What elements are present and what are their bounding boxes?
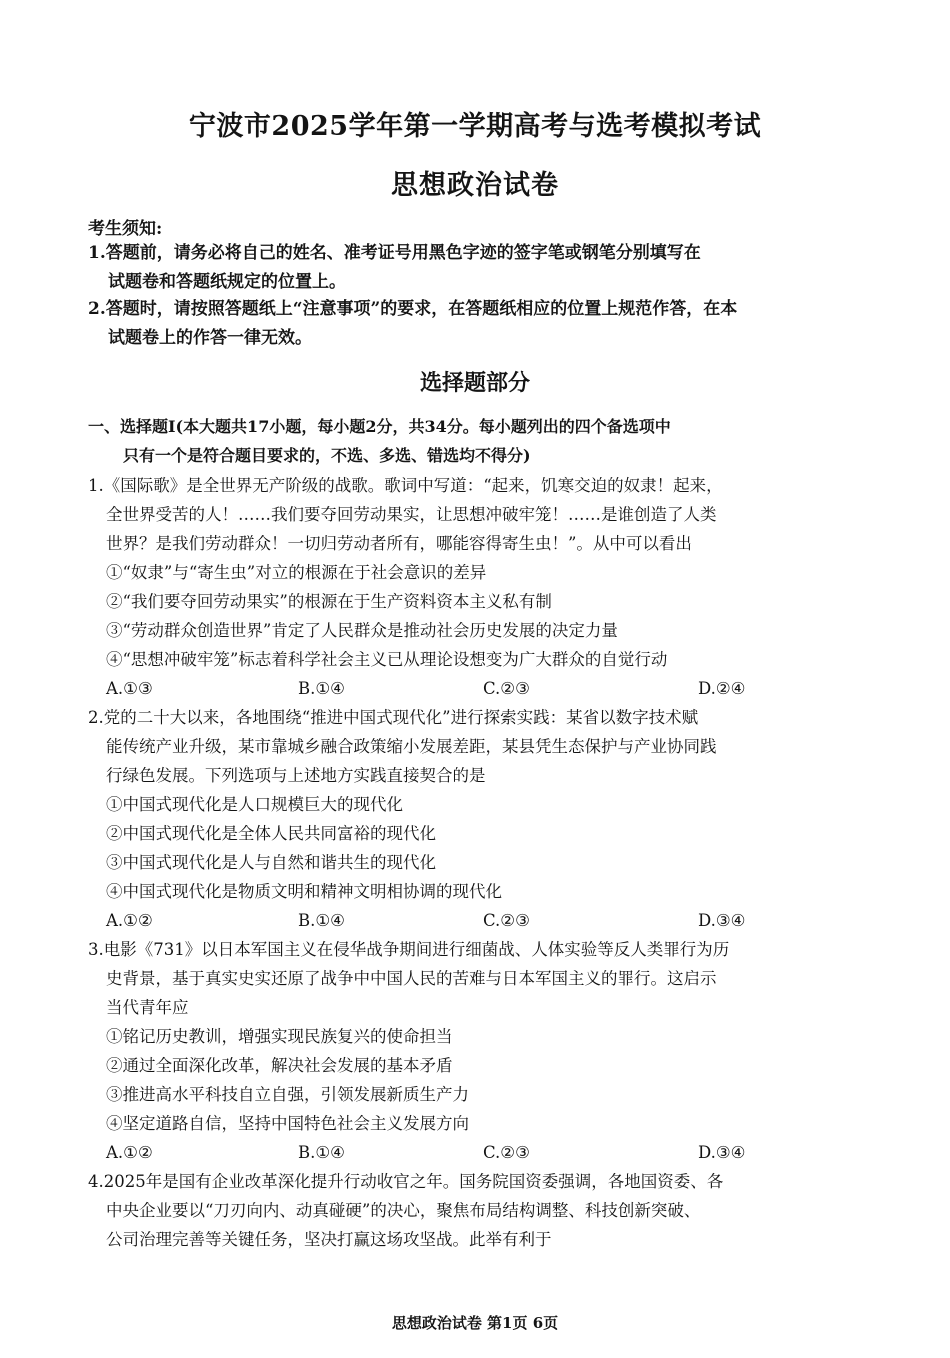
question-3-option-1: ①铭记历史教训，增强实现民族复兴的使命担当 <box>106 1027 453 1046</box>
question-1-choice-c: C.②③ <box>483 679 530 698</box>
question-3-option-4: ④坚定道路自信，坚持中国特色社会主义发展方向 <box>106 1114 469 1133</box>
question-2-choice-b: B.①④ <box>298 911 345 930</box>
question-3 <box>88 935 840 1167</box>
question-1-stem-line-3: 世界？是我们劳动群众！一切归劳动者所有，哪能容得寄生虫！”。从中可以看出 <box>106 534 692 553</box>
question-2-choices <box>88 906 840 935</box>
question-3-choice-b: B.①④ <box>298 1143 345 1162</box>
question-1-option-3: ③“劳动群众创造世界”肯定了人民群众是推动社会历史发展的决定力量 <box>106 621 618 640</box>
question-1-stem-line-1: 1.《国际歌》是全世界无产阶级的战歌。歌词中写道：“起来，饥寒交迫的奴隶！起来， <box>88 476 723 495</box>
section-instructions-line-2: 只有一个是符合题目要求的，不选、多选、错选均不得分) <box>123 446 531 465</box>
section-instructions <box>88 412 840 470</box>
question-4-stem-line-1: 4.2025年是国有企业改革深化提升行动收官之年。国务院国资委强调，各地国资委、各 <box>88 1172 724 1191</box>
question-1-stem-line-2: 全世界受苦的人！……我们要夺回劳动果实，让思想冲破牢笼！……是谁创造了人类 <box>106 505 717 524</box>
question-3-choices <box>88 1138 840 1167</box>
question-3-choice-a: A.①② <box>106 1143 153 1162</box>
question-1 <box>88 471 840 703</box>
question-3-stem-line-3: 当代青年应 <box>106 998 189 1017</box>
section-title: 选择题部分 <box>419 370 530 396</box>
question-2-stem-line-2: 能传统产业升级，某市靠城乡融合政策缩小发展差距，某县凭生态保护与产业协同践 <box>106 737 717 756</box>
question-4 <box>88 1167 840 1254</box>
question-2-stem-line-1: 2.党的二十大以来，各地围绕“推进中国式现代化”进行探索实践：某省以数字技术赋 <box>88 708 699 727</box>
question-1-option-2: ②“我们要夺回劳动果实”的根源在于生产资料资本主义私有制 <box>106 592 552 611</box>
question-2-option-3: ③中国式现代化是人与自然和谐共生的现代化 <box>106 853 436 872</box>
notice-item-1 <box>88 239 840 297</box>
question-1-choices <box>88 674 840 703</box>
question-1-option-1: ①“奴隶”与“寄生虫”对立的根源在于社会意识的差异 <box>106 563 487 582</box>
question-2-stem-line-3: 行绿色发展。下列选项与上述地方实践直接契合的是 <box>106 766 486 785</box>
question-3-choice-d: D.③④ <box>698 1143 746 1162</box>
notice-item-2-line-1: 2.答题时，请按照答题纸上“注意事项”的要求，在答题纸相应的位置上规范作答，在本 <box>88 299 738 319</box>
question-4-stem-line-3: 公司治理完善等关键任务，坚决打赢这场攻坚战。此举有利于 <box>106 1230 552 1249</box>
question-2-choice-c: C.②③ <box>483 911 530 930</box>
question-1-choice-d: D.②④ <box>698 679 746 698</box>
question-4-stem-line-2: 中央企业要以“刀刃向内、动真碰硬”的决心，聚焦布局结构调整、科技创新突破、 <box>106 1201 701 1220</box>
question-3-option-3: ③推进高水平科技自立自强，引领发展新质生产力 <box>106 1085 469 1104</box>
question-3-stem-line-2: 史背景，基于真实史实还原了战争中中国人民的苦难与日本军国主义的罪行。这启示 <box>106 969 717 988</box>
notice-heading: 考生须知: <box>88 219 163 239</box>
notice-item-1-line-1: 1.答题前，请务必将自己的姓名、准考证号用黑色字迹的签字笔或钢笔分别填写在 <box>88 243 701 263</box>
question-3-option-2: ②通过全面深化改革，解决社会发展的基本矛盾 <box>106 1056 453 1075</box>
notice-item-2-line-2: 试题卷上的作答一律无效。 <box>108 328 312 348</box>
question-2-choice-a: A.①② <box>106 911 153 930</box>
question-1-choice-b: B.①④ <box>298 679 345 698</box>
exam-subtitle: 思想政治试卷 <box>391 170 559 201</box>
section-instructions-line-1: 一、选择题Ⅰ(本大题共17小题，每小题2分，共34分。每小题列出的四个备选项中 <box>88 417 671 436</box>
question-2 <box>88 703 840 935</box>
notice-item-1-line-2: 试题卷和答题纸规定的位置上。 <box>108 272 346 292</box>
question-3-stem-line-1: 3.电影《731》以日本军国主义在侵华战争期间进行细菌战、人体实验等反人类罪行为历 <box>88 940 730 959</box>
question-3-choice-c: C.②③ <box>483 1143 530 1162</box>
question-2-option-4: ④中国式现代化是物质文明和精神文明相协调的现代化 <box>106 882 502 901</box>
exam-title: 宁波市2025学年第一学期高考与选考模拟考试 <box>188 111 762 142</box>
notice-item-2 <box>88 295 840 353</box>
question-2-option-1: ①中国式现代化是人口规模巨大的现代化 <box>106 795 403 814</box>
question-1-choice-a: A.①③ <box>106 679 153 698</box>
question-1-option-4: ④“思想冲破牢笼”标志着科学社会主义已从理论设想变为广大群众的自觉行动 <box>106 650 668 669</box>
question-2-choice-d: D.③④ <box>698 911 746 930</box>
question-2-option-2: ②中国式现代化是全体人民共同富裕的现代化 <box>106 824 436 843</box>
page-footer: 思想政治试卷 第1页 6页 <box>391 1314 559 1332</box>
